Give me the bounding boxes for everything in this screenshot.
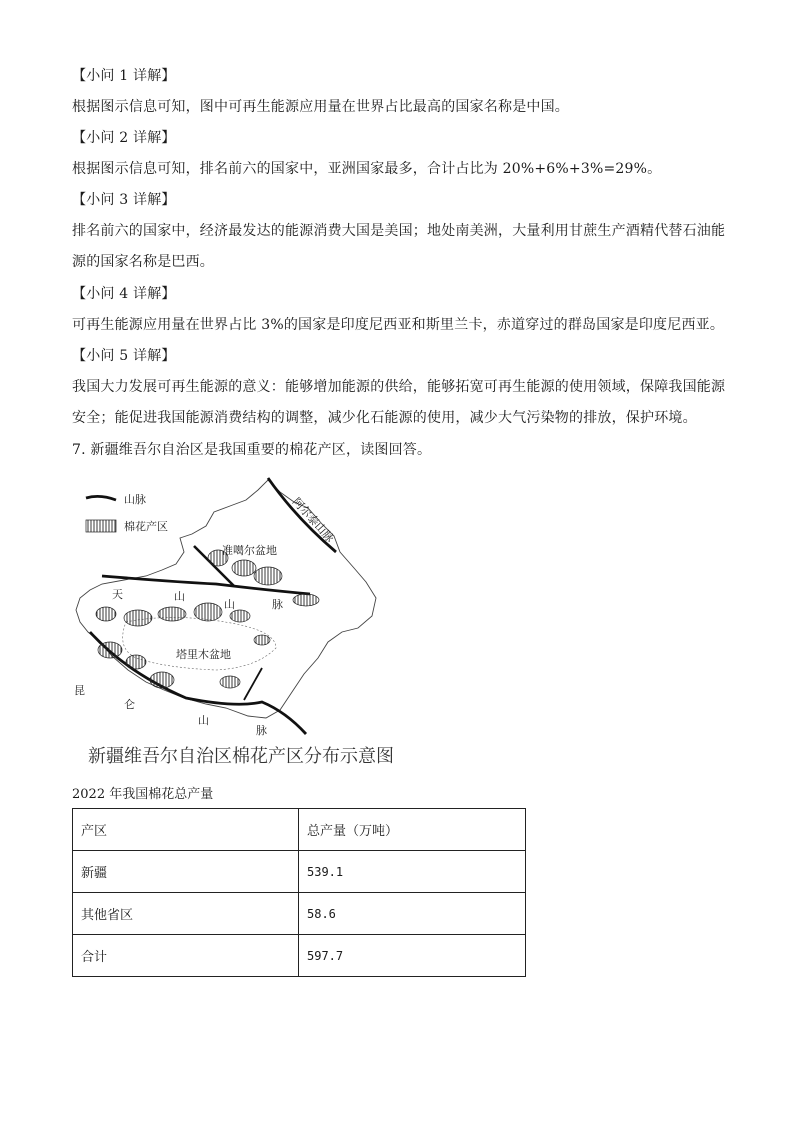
cotton-area [96,607,116,621]
cotton-area [230,610,250,622]
kunlun-spur-line [244,668,262,700]
legend-cotton-symbol [86,520,116,532]
table-header-output: 总产量（万吨） [299,809,526,851]
cotton-area [254,635,270,645]
table-cell-region: 新疆 [73,851,299,893]
table-row [73,851,526,893]
xinjiang-cotton-map [66,472,386,742]
cotton-area [232,560,256,576]
answer-3-text-line-1: 排名前六的国家中，经济最发达的能源消费大国是美国；地处南美洲，大量利用甘蔗生产酒精代替石油能 [72,223,726,239]
table-cell-region: 合计 [73,935,299,977]
answer-4-heading: 【小问 4 详解】 [72,286,176,302]
answer-1-heading: 【小问 1 详解】 [72,68,176,84]
answer-1-text: 根据图示信息可知，图中可再生能源应用量在世界占比最高的国家名称是中国。 [72,99,569,115]
question-7-text: 7. 新疆维吾尔自治区是我国重要的棉花产区，读图回答。 [72,442,432,458]
answer-5-text-line-2: 安全；能促进我国能源消费结构的调整，减少化石能源的使用，减少大气污染物的排放，保护环境。 [72,410,697,426]
table-cell-region: 其他省区 [73,893,299,935]
junggar-label: 准噶尔盆地 [222,544,277,557]
cotton-area [126,655,146,669]
cotton-area [124,610,152,626]
table-row [73,893,526,935]
answer-4-text: 可再生能源应用量在世界占比 3%的国家是印度尼西亚和斯里兰卡，赤道穿过的群岛国家是印度尼西亚。 [72,317,725,333]
table-header-row [73,809,526,851]
tianshan-label-2: 山 [174,590,185,603]
cotton-area [220,676,240,688]
table-cell-output: 58.6 [299,893,526,935]
tianshan-label-1: 天 [112,588,123,601]
kunlun-label-3: 山 [198,714,209,727]
table-title: 2022 年我国棉花总产量 [72,787,214,802]
table-header-region: 产区 [73,809,299,851]
answer-5-text-line-1: 我国大力发展可再生能源的意义：能够增加能源的供给，能够拓宽可再生能源的使用领域，保障我国能源 [72,379,726,395]
table-cell-output: 597.7 [299,935,526,977]
answer-3-heading: 【小问 3 详解】 [72,192,176,208]
table-cell-output: 539.1 [299,851,526,893]
cotton-area [293,594,319,606]
cotton-area [254,567,282,585]
table-row [73,935,526,977]
kunlun-label-2: 仑 [124,698,135,711]
tianshan-label-3: 山 [224,598,235,611]
tarim-label: 塔里木盆地 [176,648,231,661]
cotton-area [98,642,122,658]
legend-mountain-label: 山脉 [124,493,146,506]
cotton-production-table [72,808,526,977]
answer-5-heading: 【小问 5 详解】 [72,348,176,364]
cotton-areas [96,550,319,688]
cotton-area [150,672,174,688]
legend-cotton-label: 棉花产区 [124,520,168,533]
kunlun-label-4: 脉 [256,724,267,737]
tianshan-label-4: 脉 [272,598,283,611]
map-caption: 新疆维吾尔自治区棉花产区分布示意图 [88,746,394,767]
kunlun-label-1: 昆 [74,684,85,697]
cotton-area [194,603,222,621]
altai-label: 阿尔泰山脉 [289,495,337,545]
answer-3-text-line-2: 源的国家名称是巴西。 [72,254,214,270]
legend-mountain-symbol [86,496,116,500]
answer-2-text: 根据图示信息可知，排名前六的国家中，亚洲国家最多，合计占比为 20%+6%+3%=29%。 [72,161,662,177]
cotton-area [158,607,186,621]
answer-2-heading: 【小问 2 详解】 [72,130,176,146]
